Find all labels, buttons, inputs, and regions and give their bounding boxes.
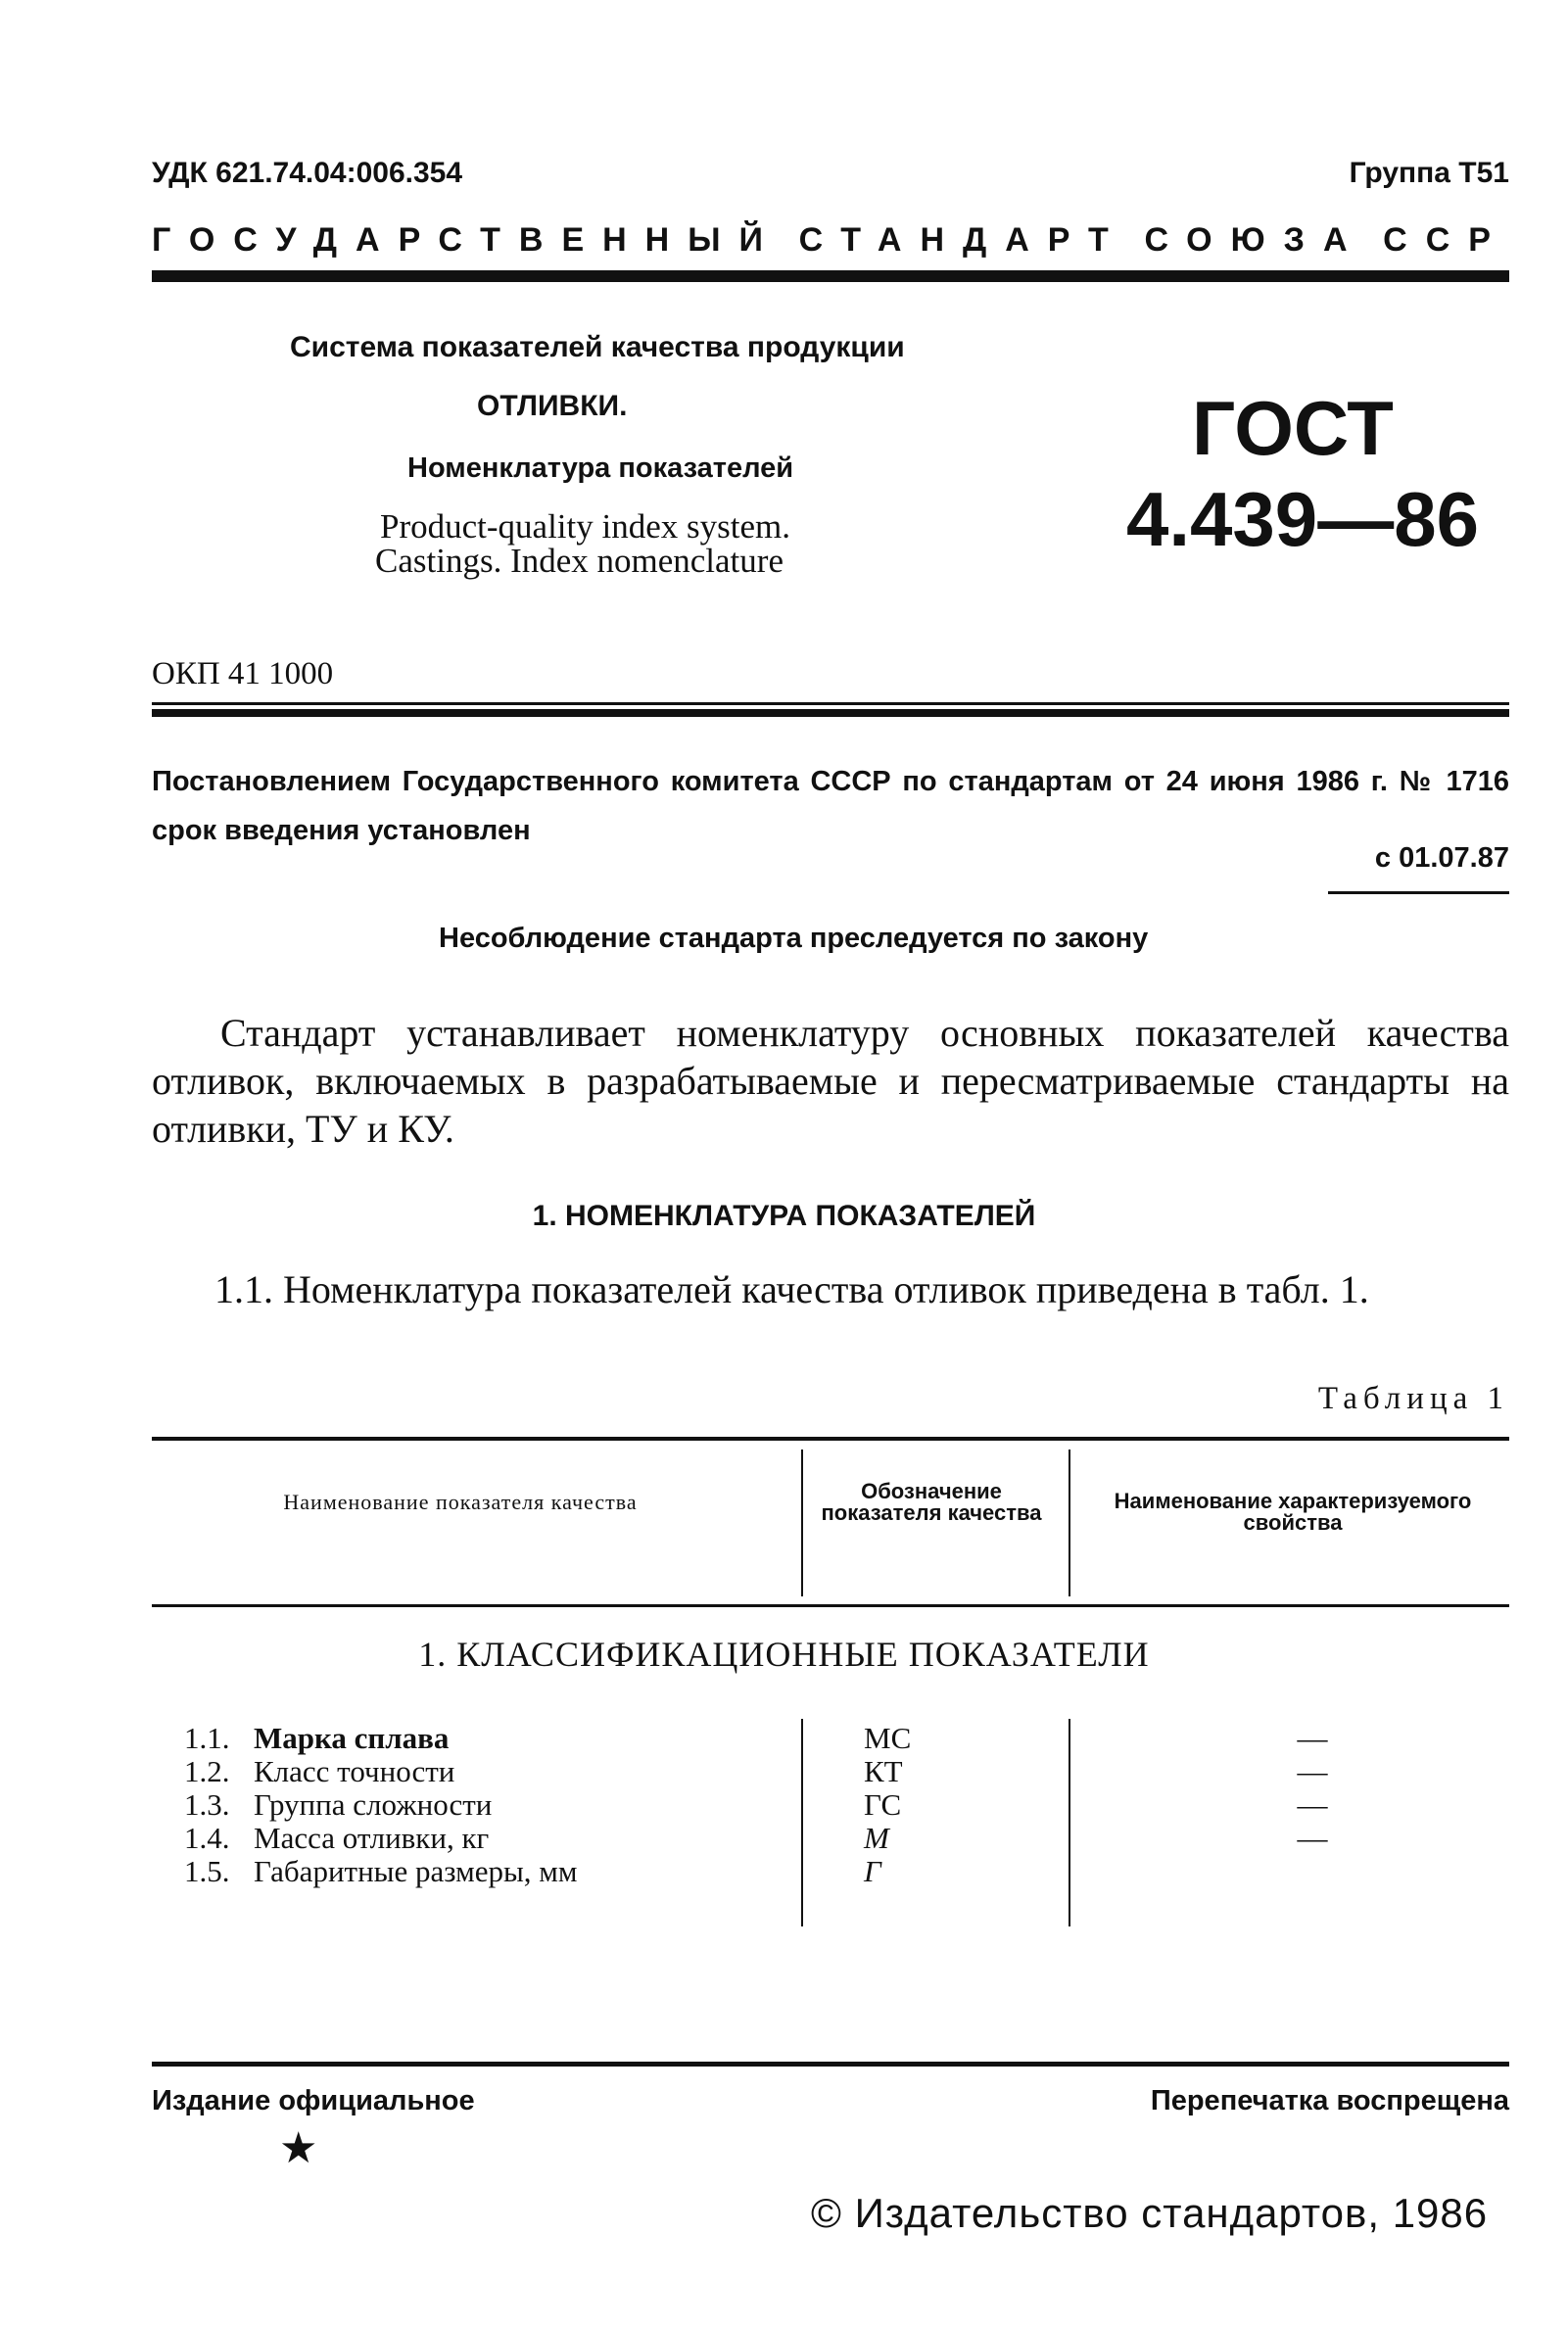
effective-date: с 01.07.87 [1374, 842, 1509, 874]
row-code: КТ [864, 1754, 903, 1788]
row-code: МС [864, 1721, 912, 1755]
table-column-divider [801, 1450, 803, 1596]
reprint-prohibited: Перепечатка воспрещена [1150, 2085, 1509, 2116]
row-number: 1.3. [184, 1787, 230, 1822]
heading-word: ССР [1383, 221, 1509, 259]
row-property: — [1297, 1754, 1328, 1788]
okp-rule-thick [152, 709, 1509, 717]
header-thick-rule [152, 270, 1509, 282]
row-property: — [1297, 1721, 1328, 1755]
table-header-property: Наименование характеризуемого свойства [1114, 1489, 1472, 1535]
row-number: 1.1. [184, 1721, 230, 1755]
heading-word: ГОСУДАРСТВЕННЫЙ [152, 221, 782, 259]
intro-paragraph: Стандарт устанавливает номенклатуру основных показателей качества отливок, включаемых в разрабатываемые и пересматриваемые стандарты на отливки, ТУ и КУ. [152, 1011, 1509, 1151]
row-code: ГС [864, 1787, 902, 1822]
okp-rule-thin [152, 702, 1509, 705]
official-edition: Издание официальное [152, 2085, 475, 2116]
row-code: М [864, 1821, 889, 1855]
row-number: 1.5. [184, 1854, 230, 1888]
group-code: Группа Т51 [1349, 157, 1509, 189]
law-notice: Несоблюдение стандарта преследуется по закону [439, 923, 1149, 954]
table-row [0, 1822, 1568, 1855]
section-paragraph: 1.1. Номенклатура показателей качества отливок приведена в табл. 1. [214, 1267, 1369, 1311]
english-title-line1: Product-quality index system. [380, 507, 790, 546]
table-header-rule [152, 1604, 1509, 1607]
system-title: Система показателей качества продукции [290, 331, 905, 363]
table-row [0, 1755, 1568, 1788]
table-row [0, 1855, 1568, 1888]
row-property: — [1297, 1787, 1328, 1822]
okp-code: ОКП 41 1000 [152, 656, 334, 691]
table-header-designation: Обозначение показателя качества [821, 1479, 1042, 1525]
row-number: 1.2. [184, 1754, 230, 1788]
row-name: Масса отливки, кг [254, 1821, 490, 1855]
state-standard-heading [152, 221, 1509, 260]
row-name: Группа сложности [254, 1787, 493, 1822]
table-group-title: 1. КЛАССИФИКАЦИОННЫЕ ПОКАЗАТЕЛИ [418, 1635, 1150, 1674]
publisher-copyright: © Издательство стандартов, 1986 [811, 2190, 1489, 2236]
heading-word: СТАНДАРТ [798, 221, 1127, 259]
gost-number: 4.439—86 [1126, 476, 1479, 562]
nomenclature-title: Номенклатура показателей [407, 452, 794, 484]
table-header-indicator: Наименование показателя качества [283, 1490, 638, 1514]
table-row [0, 1788, 1568, 1822]
english-title-line2: Castings. Index nomenclature [375, 542, 784, 580]
subject-title: ОТЛИВКИ. [477, 390, 628, 422]
heading-word: СОЮЗА [1144, 221, 1366, 259]
row-name: Габаритные размеры, мм [254, 1854, 578, 1888]
udk-code: УДК 621.74.04:006.354 [152, 157, 463, 189]
footer-rule [152, 2062, 1509, 2067]
table-row [0, 1722, 1568, 1755]
star-icon: ★ [279, 2124, 318, 2172]
row-name: Класс точности [254, 1754, 455, 1788]
decree-text: Постановлением Государственного комитета СССР по стандартам от 24 июня 1986 г. № 1716 срок введения установлен [152, 766, 1509, 846]
row-number: 1.4. [184, 1821, 230, 1855]
date-underline [1328, 891, 1509, 894]
table-top-rule [152, 1437, 1509, 1441]
table-column-divider [1069, 1450, 1070, 1596]
row-name: Марка сплава [254, 1721, 450, 1755]
row-property: — [1297, 1821, 1328, 1855]
table-label: Таблица 1 [1317, 1381, 1509, 1416]
row-code: Г [864, 1854, 881, 1888]
section-title: 1. НОМЕНКЛАТУРА ПОКАЗАТЕЛЕЙ [532, 1200, 1036, 1232]
gost-label: ГОСТ [1192, 385, 1394, 471]
